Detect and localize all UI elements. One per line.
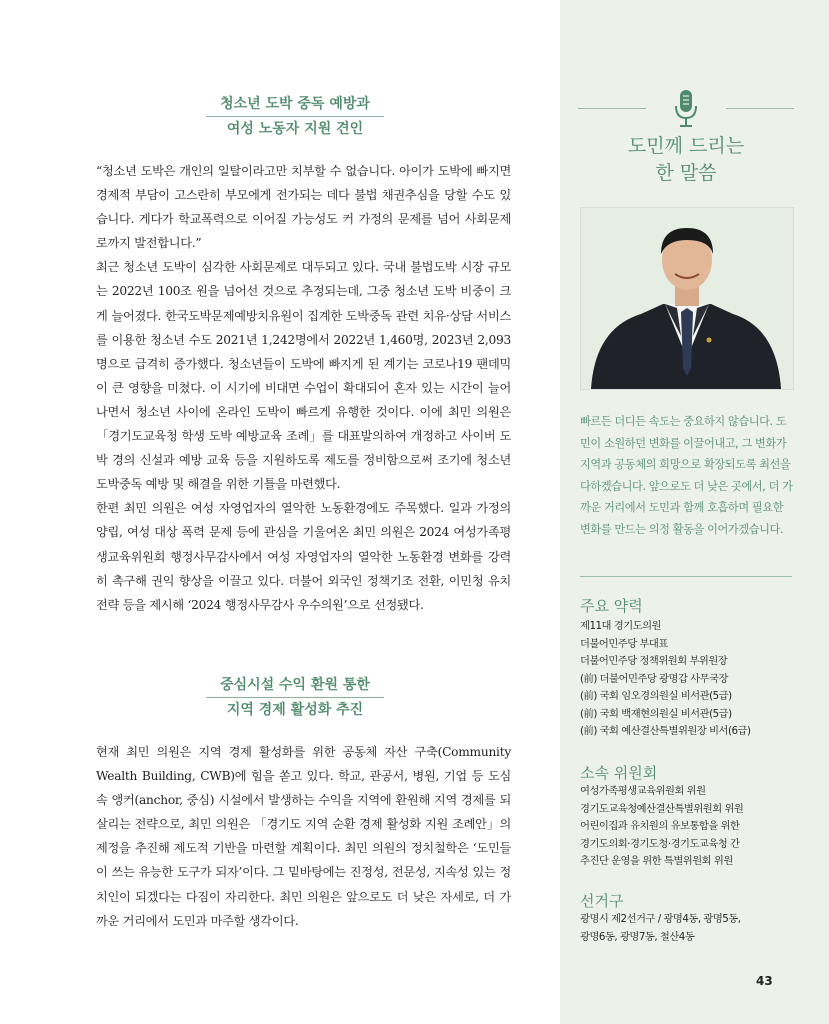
- career-item: (前) 국회 임오경의원실 비서관(5급): [580, 690, 732, 702]
- microphone-icon: [672, 88, 700, 128]
- committee-list: [580, 783, 800, 871]
- portrait-illustration: [581, 208, 793, 389]
- committee-item: 경기도의회·경기도청·경기도교육청 간: [580, 837, 740, 850]
- section-heading-line1: 중심시설 수익 환원 통한: [220, 677, 370, 693]
- district-title: 선거구: [580, 892, 624, 910]
- career-item: 제11대 경기도의원: [580, 620, 662, 632]
- decorative-line-right: [726, 108, 794, 109]
- committee-item: 경기도교육청예산결산특별위원회 위원: [580, 802, 744, 815]
- section-heading-line1: 청소년 도박 중독 예방과: [220, 96, 370, 112]
- district-list: [580, 911, 800, 946]
- profile-photo: [580, 207, 794, 390]
- section-heading-economy: [200, 673, 390, 722]
- section-heading-gambling: [200, 92, 390, 141]
- section-heading-line2: 지역 경제 활성화 추진: [226, 702, 364, 718]
- committee-item: 추진단 운영을 위한 특별위원회 위원: [580, 855, 733, 867]
- body-text-section1: [96, 159, 511, 617]
- sidebar-title: [578, 133, 794, 187]
- career-title: 주요 약력: [580, 597, 643, 615]
- committee-item: 여성가족평생교육위원회 위원: [580, 785, 706, 797]
- career-list: [580, 618, 800, 741]
- district-item: 광명시 제2선거구 / 광명4동, 광명5동,: [580, 913, 741, 925]
- career-item: 더불어민주당 부대표: [580, 637, 668, 650]
- decorative-line-left: [578, 108, 646, 109]
- profile-sidebar: [560, 0, 829, 1024]
- committee-title: 소속 위원회: [580, 764, 658, 782]
- career-item: (前) 더불어민주당 광명갑 사무국장: [580, 672, 728, 685]
- sidebar-title-line2: 한 말씀: [655, 162, 717, 184]
- career-item: (前) 국회 백재현의원실 비서관(5급): [580, 707, 732, 720]
- page-number: 43: [756, 974, 773, 988]
- body-paragraph: 최근 청소년 도박이 심각한 사회문제로 대두되고 있다. 국내 불법도박 시장 규모는 2022년 100조 원을 넘어선 것으로 추정되는데, 그중 청소년 도박 비중이 크게 늘어졌다. 한국도박문제예방치유원이 집계한 도박중독 관련 치유·상담 서비스를 이용한 청소년 수도 2021년 1,242명에서 2022년 1,460명, 2023년 2,093명으로 급격히 증가했다. 청소년들이 도박에 빠지게 된 계기는 코로나19 팬데믹이 큰 영향을 미쳤다. 이 시기에 비대면 수업이 확대되어 혼자 있는 시간이 늘어나면서 청소년 사이에 온라인 도박이 빠르게 유행한 것이다. 이에 최민 의원은 「경기도교육청 학생 도박 예방교육 조례」를 대표발의하여 개정하고 사이버 도박 경의 신설과 예방 교육 등을 지원하도록 제도를 정비함으로써 조기에 청소년 도박중독 예방 및 해결을 위한 기틀을 마련했다.: [96, 260, 511, 492]
- body-paragraph: 현재 최민 의원은 지역 경제 활성화를 위한 공동체 자산 구축(Community Wealth Building, CWB)에 힘을 쏟고 있다. 학교, 관공서, 병원, 기업 등 도심 속 앵커(anchor, 중심) 시설에서 발생하는 수익을 지역에 환원해 지역 경제를 되살리는 전략으로, 최민 의원은 「경기도 지역 순환 경제 활성화 지원 조례안」의 제정을 추진해 제도적 기반을 마련할 계획이다. 최민 의원의 정치철학은 ‘도민들이 쓰는 유능한 도구가 되자’이다. 그 밑바탕에는 진정성, 전문성, 지속성 있는 정치인이 되겠다는 다짐이 자리한다. 최민 의원은 앞으로도 더 낮은 자세로, 더 가까운 거리에서 도민과 마주할 생각이다.: [96, 745, 511, 928]
- body-paragraph: “청소년 도박은 개인의 일탈이라고만 치부할 수 없습니다. 아이가 도박에 빠지면 경제적 부담이 고스란히 부모에게 전가되는 데다 불법 채권추심을 당할 수도 있습니다. 게다가 학교폭력으로 이어질 가능성도 커 가정의 문제를 넘어 사회문제로까지 발전합니다.”: [96, 164, 511, 251]
- sidebar-divider: [580, 576, 792, 577]
- mic-header: [578, 88, 794, 128]
- committee-item: 어린이집과 유치원의 유보통합을 위한: [580, 820, 740, 832]
- body-paragraph: 한편 최민 의원은 여성 자영업자의 열악한 노동환경에도 주목했다. 일과 가정의 양립, 여성 대상 폭력 문제 등에 관심을 기울여온 최민 의원은 2024 여성가족평생교육위원회 행정사무감사에서 여성 자영업자의 열악한 노동환경 변화를 강력히 촉구해 권익 향상을 이끌고 있다. 더불어 외국인 정책기조 전환, 이민청 유치 전략 등을 제시해 ‘2024 행정사무감사 우수의원’으로 선정됐다.: [96, 501, 511, 612]
- sidebar-title-line1: 도민께 드리는: [627, 135, 745, 157]
- district-item: 광명6동, 광명7동, 철산4동: [580, 930, 695, 943]
- section-heading-line2: 여성 노동자 지원 견인: [226, 121, 364, 137]
- body-text-section2: [96, 740, 511, 933]
- career-item: (前) 국회 예산결산특별위원장 비서(6급): [580, 725, 751, 737]
- career-item: 더불어민주당 정책위원회 부위원장: [580, 655, 728, 667]
- sidebar-quote: 빠르든 더디든 속도는 중요하지 않습니다. 도민이 소원하던 변화를 이끌어내고, 그 변화가 지역과 공동체의 희망으로 확장되도록 최선을 다하겠습니다. 앞으로도 더 낮은 곳에서, 더 가까운 거리에서 도민과 함께 호흡하며 필요한 변화를 만드는 의정 활동을 이어가겠습니다.: [580, 415, 793, 536]
